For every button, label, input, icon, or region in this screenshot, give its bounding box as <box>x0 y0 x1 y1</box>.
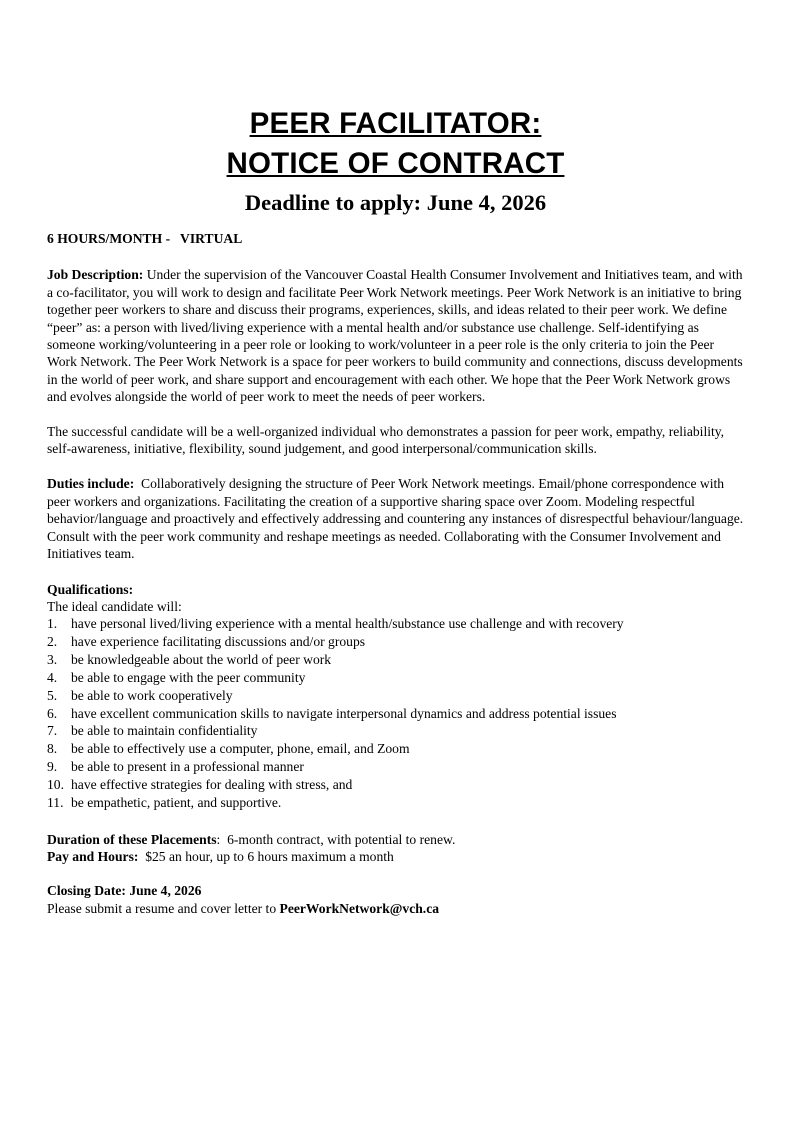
pay-line <box>47 848 744 865</box>
qualification-number: 11. <box>47 794 64 810</box>
pay-label: Pay and Hours: <box>47 849 139 864</box>
job-description-label: Job Description: <box>47 267 144 283</box>
duration-text: : 6-month contract, with potential to renew. <box>216 831 456 847</box>
hours-line: 6 HOURS/MONTH - VIRTUAL <box>47 231 243 246</box>
qualifications-list <box>47 615 744 811</box>
job-description <box>47 266 744 405</box>
qualification-text: be able to engage with the peer community <box>71 669 306 685</box>
qualifications-intro: The ideal candidate will: <box>47 598 182 614</box>
title-line-1: PEER FACILITATOR: <box>249 107 542 140</box>
document-page <box>0 104 791 1128</box>
qualification-text: be able to effectively use a computer, phone, email, and Zoom <box>71 741 410 757</box>
qualification-item <box>47 615 744 633</box>
qualification-text: be knowledgeable about the world of peer work <box>71 652 332 667</box>
qualification-number: 4. <box>47 669 58 685</box>
closing-date: Closing Date: June 4, 2026 <box>47 883 202 899</box>
qualification-number: 9. <box>47 759 58 775</box>
qualification-item <box>47 687 744 705</box>
qualification-number: 1. <box>47 616 58 632</box>
email-link[interactable]: PeerWorkNetwork@vch.ca <box>279 900 440 916</box>
qualification-number: 3. <box>47 652 58 667</box>
qualifications-heading: Qualifications: <box>47 581 134 597</box>
qualification-item <box>47 758 744 776</box>
qualification-text: be empathetic, patient, and supportive. <box>71 794 282 810</box>
submit-line <box>47 900 744 917</box>
duration-line <box>47 831 744 848</box>
submit-text: Please submit a resume and cover letter to <box>47 900 280 916</box>
qualification-item <box>47 651 744 669</box>
qualification-text: be able to work cooperatively <box>71 687 233 703</box>
job-description-text: Under the supervision of the Vancouver Coastal Health Consumer Involvement and Initiatives team, and with a co-facilitator, you will work to design and facilitate Peer Work Network meetings. Peer Work Network is an initiative to bring together peer workers to share and discuss their programs, experiences, skills, and ideas related to their peer work. We define “peer” as: a person with lived/living experience with a mental health and/or substance use challenge. Self-identifying as someone working/volunteering in a peer role or looking to work/volunteer in a peer role is the only criteria to join the Peer Work Network. The Peer Work Network is a space for peer workers to build community and connections, discuss developments in the world of peer work, and share support and encouragement with each other. We hope that the Peer Work Network grows and evolves alongside the world of peer work to meet the needs of peer workers. <box>47 267 743 405</box>
qualification-number: 5. <box>47 687 58 703</box>
qualification-text: have excellent communication skills to navigate interpersonal dynamics and address potential issues <box>71 705 617 721</box>
qualification-text: have personal lived/living experience with a mental health/substance use challenge and with recovery <box>71 616 624 632</box>
qualification-item <box>47 633 744 651</box>
qualification-number: 6. <box>47 705 58 721</box>
candidate-paragraph: The successful candidate will be a well-organized individual who demonstrates a passion for peer work, empathy, reliability, self-awareness, initiative, flexibility, sound judgement, and good interpersonal/communication skills. <box>47 423 725 457</box>
qualification-number: 2. <box>47 634 58 650</box>
qualification-item <box>47 794 744 812</box>
qualification-text: have effective strategies for dealing with stress, and <box>71 776 353 792</box>
duties-paragraph <box>47 475 747 562</box>
qualification-text: be able to maintain confidentiality <box>71 723 258 739</box>
pay-text: $25 an hour, up to 6 hours maximum a month <box>138 849 394 864</box>
qualification-item <box>47 740 744 758</box>
duration-label: Duration of these Placements <box>47 831 217 847</box>
qualification-item <box>47 776 744 794</box>
qualification-item <box>47 722 744 740</box>
qualification-item <box>47 705 744 723</box>
qualification-number: 8. <box>47 741 58 757</box>
duties-label: Duties include: <box>47 476 135 492</box>
qualification-number: 7. <box>47 723 58 739</box>
duties-text: Collaboratively designing the structure of Peer Work Network meetings. Email/phone correspondence with peer workers and organizations. Facilitating the creation of a supportive sharing space over Zoom. Modeling respectful behavior/language and proactively and effectively addressing and countering any instances of disrespectful behaviour/language. Consult with the peer work community and reshape meetings as needed. Collaborating with the Consumer Involvement and Initiatives team. <box>47 476 747 562</box>
qualification-text: have experience facilitating discussions and/or groups <box>71 634 366 650</box>
qualification-number: 10. <box>47 776 64 792</box>
title-line-2: NOTICE OF CONTRACT <box>226 147 565 180</box>
qualification-text: be able to present in a professional manner <box>71 759 304 775</box>
deadline-heading: Deadline to apply: June 4, 2026 <box>244 190 547 215</box>
qualification-item <box>47 669 744 687</box>
